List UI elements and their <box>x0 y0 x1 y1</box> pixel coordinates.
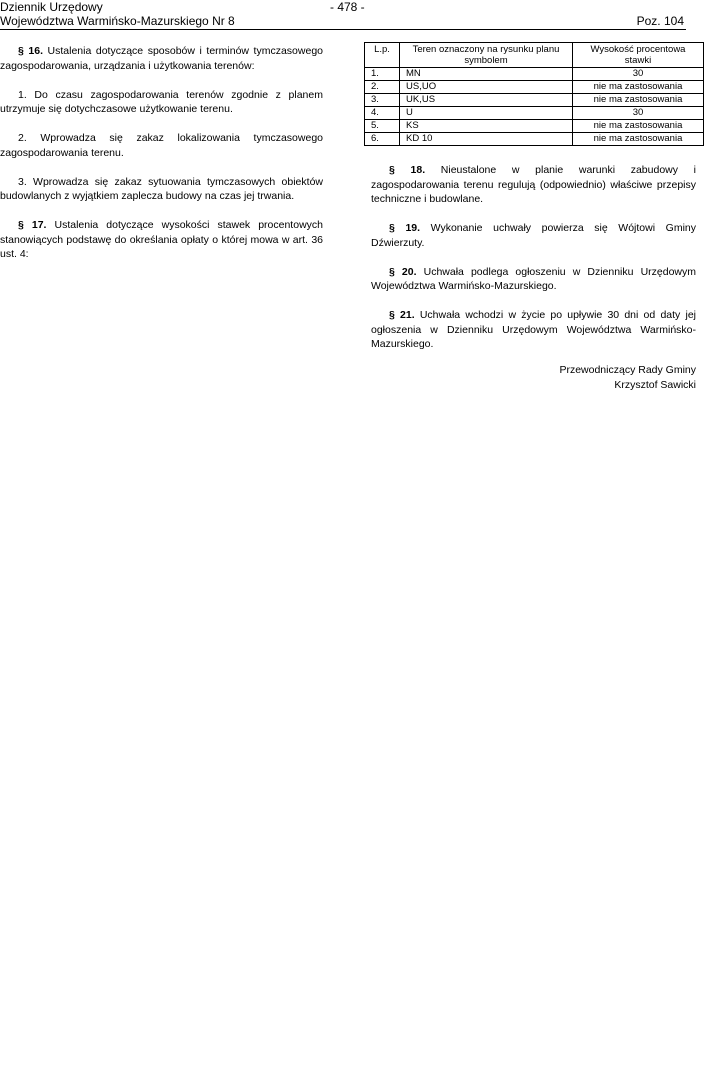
cell-lp: 5. <box>365 120 400 133</box>
paragraph <box>0 88 323 117</box>
cell-lp: 6. <box>365 133 400 146</box>
paragraph <box>371 308 696 352</box>
cell-symbol: KD 10 <box>400 133 573 146</box>
journal-title-line1: Dziennik Urzędowy <box>0 0 103 14</box>
cell-rate: nie ma zastosowania <box>573 81 704 94</box>
cell-rate: nie ma zastosowania <box>573 133 704 146</box>
paragraph <box>0 44 323 73</box>
paragraph <box>371 265 696 294</box>
paragraph-number: § 16. <box>18 45 43 57</box>
paragraph-number: § 17. <box>18 219 47 231</box>
cell-lp: 3. <box>365 94 400 107</box>
paragraph-text: Ustalenia dotyczące wysokości stawek procentowych stanowiących podstawę do określania opłaty o której mowa w art. 36 ust. 4: <box>0 219 323 260</box>
page-number: - 478 - <box>330 0 365 14</box>
paragraph-text: Ustalenia dotyczące sposobów i terminów tymczasowego zagospodarowania, urządzania i użytkowania terenów: <box>0 45 323 72</box>
signature-block <box>371 363 696 393</box>
right-column <box>371 163 696 366</box>
signature-title: Przewodniczący Rady Gminy <box>559 364 696 376</box>
page-header-bottom <box>0 14 686 30</box>
table-header-row <box>365 43 704 68</box>
paragraph-text: Uchwała wchodzi w życie po upływie 30 dni od daty jej ogłoszenia w Dzienniku Urzędowym Województwa Warmińsko-Mazurskiego. <box>371 309 696 350</box>
table-row <box>365 81 704 94</box>
table-row <box>365 120 704 133</box>
signature-name: Krzysztof Sawicki <box>614 379 696 391</box>
journal-title-line2: Województwa Warmińsko-Mazurskiego Nr 8 <box>0 14 235 28</box>
cell-rate: 30 <box>573 68 704 81</box>
cell-lp: 4. <box>365 107 400 120</box>
paragraph-number: § 19. <box>389 222 421 234</box>
page-header-top <box>0 0 686 14</box>
cell-lp: 1. <box>365 68 400 81</box>
table-row <box>365 94 704 107</box>
paragraph-text: Uchwała podlega ogłoszeniu w Dzienniku Urzędowym Województwa Warmińsko-Mazurskiego. <box>371 265 696 292</box>
paragraph <box>0 131 323 160</box>
column-header-lp: L.p. <box>365 43 400 68</box>
cell-rate: nie ma zastosowania <box>573 94 704 107</box>
paragraph <box>371 163 696 207</box>
paragraph-text: Wykonanie uchwały powierza się Wójtowi Gminy Dźwierzuty. <box>371 222 696 249</box>
position-number: Poz. 104 <box>636 14 684 28</box>
cell-rate: nie ma zastosowania <box>573 120 704 133</box>
table-row <box>365 68 704 81</box>
paragraph-text: 3. Wprowadza się zakaz sytuowania tymczasowych obiektów budowlanych z wyjątkiem zaplecza budowy na czas jej trwania. <box>0 175 323 202</box>
paragraph-number: § 18. <box>389 164 426 176</box>
cell-symbol: MN <box>400 68 573 81</box>
paragraph-number: § 21. <box>389 309 415 321</box>
table-row <box>365 107 704 120</box>
column-header-symbol: Teren oznaczony na rysunku planu symbolem <box>400 43 573 68</box>
table-row <box>365 133 704 146</box>
cell-symbol: KS <box>400 120 573 133</box>
rates-table <box>364 42 704 146</box>
paragraph <box>0 218 323 262</box>
paragraph <box>371 221 696 250</box>
cell-symbol: U <box>400 107 573 120</box>
paragraph-number: § 20. <box>389 265 417 278</box>
cell-rate: 30 <box>573 107 704 120</box>
paragraph-text: 2. Wprowadza się zakaz lokalizowania tymczasowego zagospodarowania terenu. <box>0 132 323 159</box>
column-header-rate: Wysokość procentowa stawki <box>573 43 704 68</box>
cell-lp: 2. <box>365 81 400 94</box>
paragraph <box>0 175 323 204</box>
cell-symbol: US,UO <box>400 81 573 94</box>
cell-symbol: UK,US <box>400 94 573 107</box>
paragraph-text: Nieustalone w planie warunki zabudowy i zagospodarowania terenu regulują (odpowiednio) właściwe przepisy techniczne i budowlane. <box>371 164 696 205</box>
left-column <box>0 44 323 276</box>
paragraph-text: 1. Do czasu zagospodarowania terenów zgodnie z planem utrzymuje się dotychczasowe użytkowanie terenu. <box>0 88 323 115</box>
